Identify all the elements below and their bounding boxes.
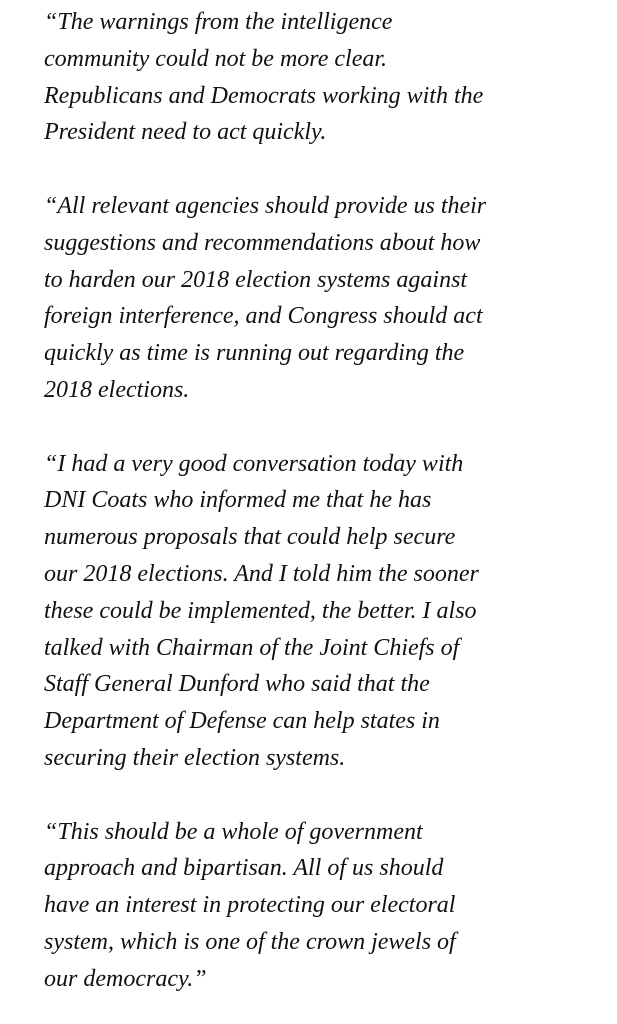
paragraph-2 [44,188,610,409]
text-line: securing their election systems. [44,744,346,771]
text-line: “All relevant agencies should provide us their [44,192,487,219]
paragraph-4 [44,814,610,998]
text-line: 2018 elections. [44,376,190,403]
text-line: approach and bipartisan. All of us should [44,855,444,882]
text-line: quickly as time is running out regarding the [44,340,465,367]
statement-document [44,4,610,998]
text-line: numerous proposals that could help secure [44,524,456,551]
text-line: Republicans and Democrats working with the [44,82,484,109]
text-line: talked with Chairman of the Joint Chiefs of [44,634,460,661]
text-line: our democracy.” [44,965,207,992]
text-line: community could not be more clear. [44,45,388,72]
text-line: to harden our 2018 election systems against [44,266,468,293]
text-line: Staff General Dunford who said that the [44,671,430,698]
text-line: foreign interference, and Congress should act [44,303,483,330]
text-line: “I had a very good conversation today with [44,450,464,477]
text-line: system, which is one of the crown jewels of [44,928,456,955]
text-line: “The warnings from the intelligence [44,9,393,35]
text-line: Department of Defense can help states in [44,708,440,735]
paragraph-3 [44,446,610,777]
paragraph-1 [44,4,610,151]
text-line: DNI Coats who informed me that he has [44,487,432,514]
text-line: have an interest in protecting our electoral [44,892,456,919]
text-line: President need to act quickly. [44,119,327,146]
text-line: “This should be a whole of government [44,818,423,845]
text-line: our 2018 elections. And I told him the sooner [44,560,479,587]
text-line: these could be implemented, the better. I also [44,597,477,624]
text-line: suggestions and recommendations about how [44,229,481,256]
